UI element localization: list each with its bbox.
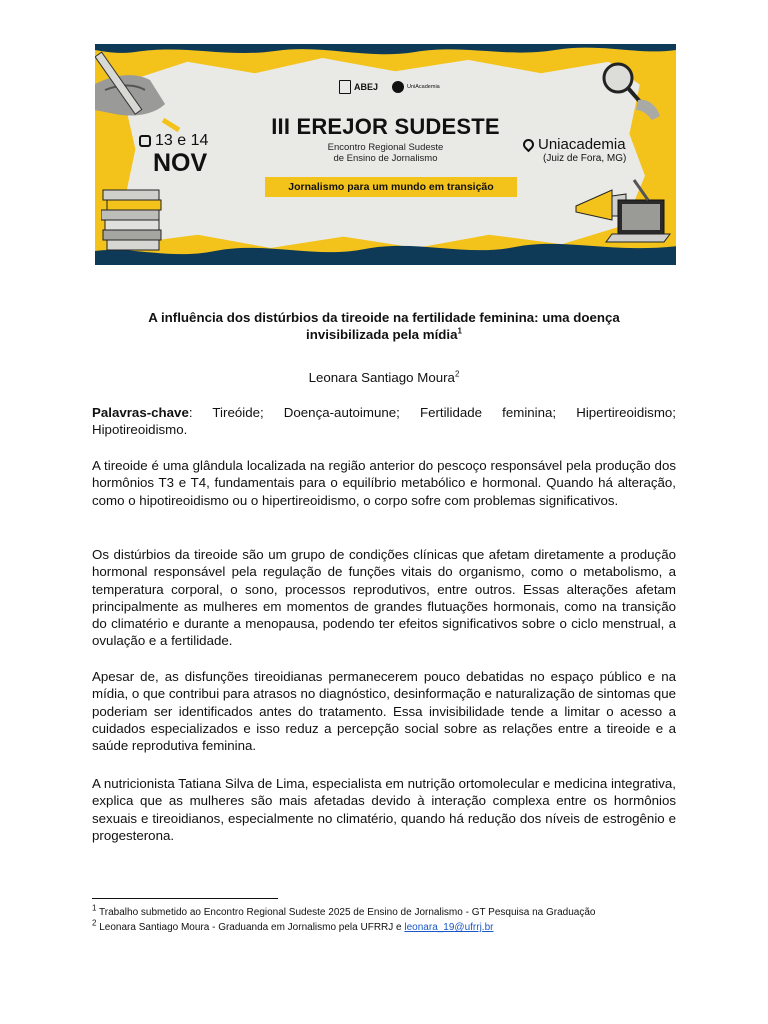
abej-logo-icon bbox=[339, 80, 351, 94]
location-pin-icon bbox=[521, 137, 537, 153]
footnote-1-number: 1 bbox=[92, 903, 97, 913]
footnote-1-text: Trabalho submetido ao Encontro Regional Sudeste 2025 de Ensino de Jornalismo - GT Pesquisa na Graduação bbox=[96, 907, 596, 918]
footnote-2-text: Leonara Santiago Moura - Graduanda em Jornalismo pela UFRRJ e bbox=[96, 922, 405, 933]
footnote-separator bbox=[92, 898, 278, 899]
event-banner bbox=[95, 44, 676, 265]
article-title-line-1: A influência dos distúrbios da tireoide na fertilidade feminina: uma doença bbox=[148, 310, 620, 325]
article-title-line-2: invisibilizada pela mídia bbox=[306, 327, 458, 342]
event-date-month: NOV bbox=[153, 149, 208, 177]
author-email-link[interactable]: leonara_19@ufrrj.br bbox=[404, 922, 494, 933]
keywords-list: : Tireóide; Doença-autoimune; Fertilidade feminina; Hipertireoidismo; Hipotireoidismo. bbox=[92, 405, 676, 438]
banner-logos bbox=[339, 80, 440, 94]
paragraph: Apesar de, as disfunções tireoidianas permanecerem pouco debatidas no espaço público e na mídia, o que contribui para atrasos no diagnóstico, desinformação e naturalização de sintomas que poderiam ser identificados antes do tratamento. Essa invisibilidade tende a limitar o acesso a cuidados especializados e isso reduz a percepção social sobre as relações entre a tireoide e a saúde reprodutiva feminina. bbox=[92, 669, 676, 754]
calendar-icon bbox=[139, 135, 151, 147]
footnote-2-number: 2 bbox=[92, 918, 97, 928]
laptop-with-megaphone-illustration bbox=[572, 176, 672, 258]
keywords bbox=[92, 404, 676, 439]
article-author bbox=[92, 369, 676, 386]
footnote-2 bbox=[92, 918, 692, 934]
event-location-venue: Uniacademia bbox=[538, 136, 626, 153]
event-subtitle-line-1: Encontro Regional Sudeste bbox=[327, 142, 444, 153]
footnote-1 bbox=[92, 903, 692, 919]
uniacademia-logo-text: UniAcademia bbox=[407, 84, 440, 90]
event-slogan: Jornalismo para um mundo em transição bbox=[265, 177, 517, 197]
paragraph: Os distúrbios da tireoide são um grupo de condições clínicas que afetam diretamente a produção hormonal responsável pela regulação de funções vitais do organismo, como o metabolismo, a temperatura corporal, o sono, processos reprodutivos, entre outros. Essas alterações afetam principalmente as mulheres em momentos de grandes flutuações hormonais, como na transição do climatério e durante a menopausa, podendo ter efeitos significativos sobre o ciclo menstrual, a ovulação e a fertilidade. bbox=[92, 547, 676, 649]
article-title-footnote-ref: 1 bbox=[457, 326, 462, 336]
article-author-footnote-ref: 2 bbox=[454, 369, 460, 379]
event-title: III EREJOR SUDESTE bbox=[271, 114, 500, 139]
stack-of-books-illustration bbox=[101, 182, 163, 254]
article-title bbox=[92, 309, 676, 343]
keywords-label: Palavras-chave bbox=[92, 405, 189, 420]
paragraph: A tireoide é uma glândula localizada na região anterior do pescoço responsável pela produção dos hormônios T3 e T4, fundamentais para o equilíbrio metabólico e hormonal. Quando há alteração, como o hipotireoidismo ou o hipertireoidismo, o corpo sofre com problemas significativos. bbox=[92, 458, 676, 508]
abej-logo bbox=[339, 80, 378, 94]
event-subtitle-line-2: de Ensino de Jornalismo bbox=[333, 153, 438, 164]
uniacademia-logo bbox=[392, 81, 440, 93]
uniacademia-logo-icon bbox=[392, 81, 404, 93]
paragraph: A nutricionista Tatiana Silva de Lima, especialista em nutrição ortomolecular e medicina integrativa, explica que as mulheres são mais afetadas devido à interação complexa entre os hormônios sexuais e tireoidianos, especialmente no climatério, quando há redução dos níveis de estrogênio e progesterona. bbox=[92, 776, 676, 843]
event-date bbox=[139, 132, 208, 176]
event-date-days: 13 e 14 bbox=[155, 132, 209, 149]
abej-logo-text: ABEJ bbox=[354, 82, 379, 92]
article-author-name: Leonara Santiago Moura bbox=[308, 370, 455, 385]
event-location bbox=[523, 136, 626, 164]
event-location-city: (Juiz de Fora, MG) bbox=[543, 153, 627, 164]
